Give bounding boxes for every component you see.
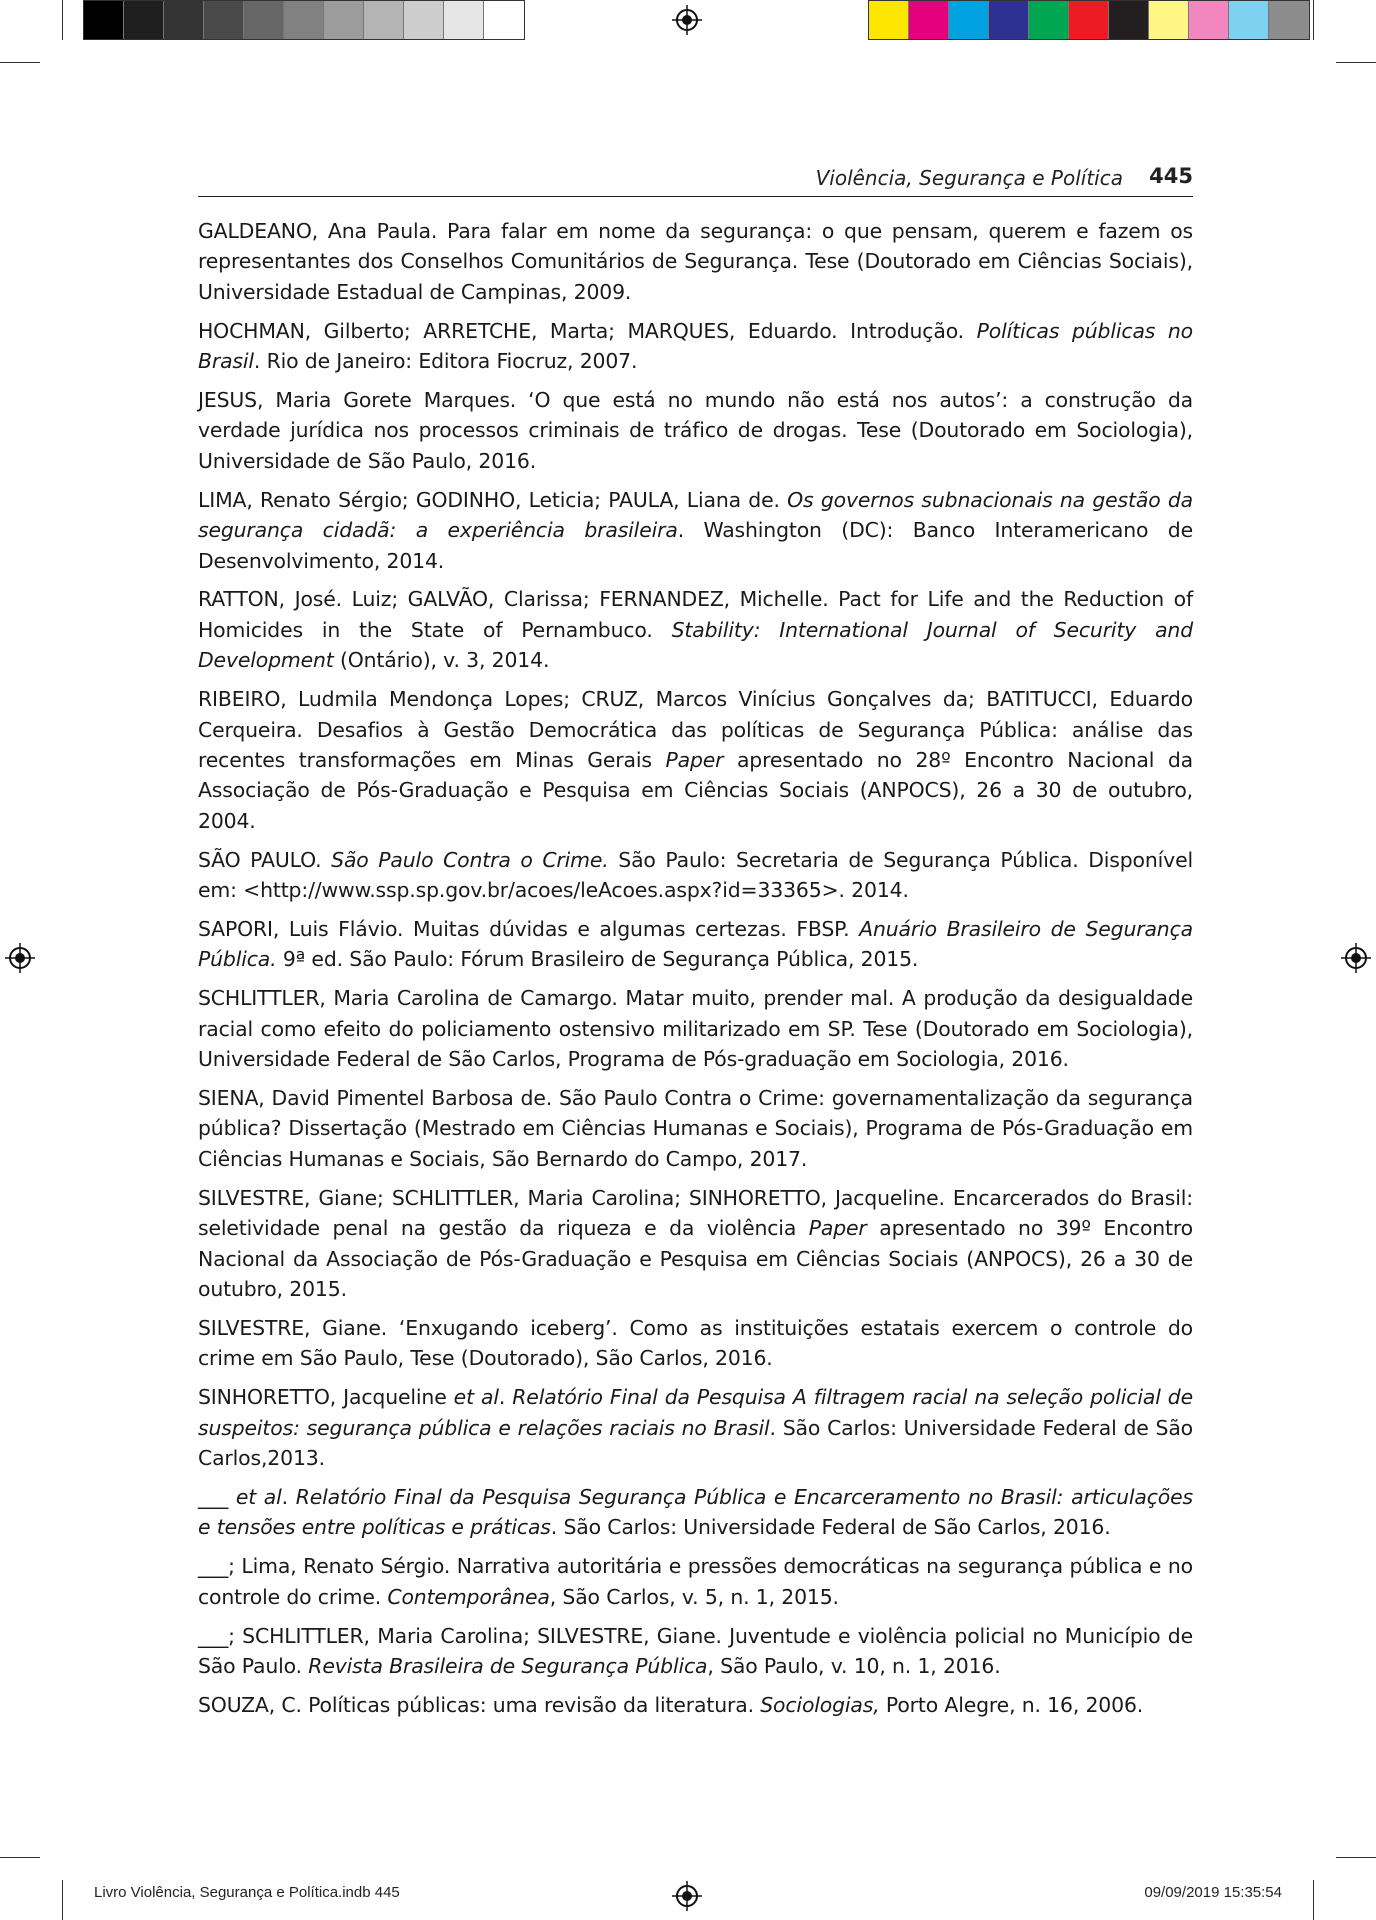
reference-text: Porto Alegre, n. 16, 2006. bbox=[879, 1692, 1144, 1717]
reference-text: ___; Lima, Renato Sérgio. Narrativa autoritária e pressões democráticas na segurança pública e no controle do crime. bbox=[198, 1554, 1193, 1609]
color-swatch bbox=[1069, 1, 1109, 39]
reference-italic-text: Stability: International Journal of Security and Development bbox=[198, 617, 1194, 673]
reference-italic-text: Contemporânea bbox=[387, 1584, 550, 1609]
reference-italic-text: Paper bbox=[665, 748, 724, 772]
reference-entry bbox=[198, 485, 1193, 576]
reference-text: . Washington (DC): Banco Interamericano de Desenvolvimento, 2014. bbox=[198, 518, 1193, 573]
reference-italic-text: Paper bbox=[808, 1216, 867, 1241]
reference-entry bbox=[198, 983, 1193, 1074]
reference-entry bbox=[198, 1382, 1193, 1473]
color-swatch bbox=[869, 1, 909, 39]
reference-entry bbox=[198, 316, 1193, 377]
registration-mark-icon bbox=[5, 943, 35, 973]
reference-italic-text: et al bbox=[453, 1385, 499, 1410]
color-swatch bbox=[1109, 1, 1149, 39]
reference-text: . bbox=[498, 1385, 513, 1410]
reference-italic-text: Relatório Final da Pesquisa Segurança Pública e Encarceramento no Brasil: articulações e tensões entre políticas e práticas bbox=[198, 1484, 1193, 1540]
crop-mark bbox=[1313, 0, 1314, 40]
registration-mark-icon bbox=[672, 5, 702, 35]
reference-text: , São Carlos, v. 5, n. 1, 2015. bbox=[549, 1584, 839, 1609]
reference-text: SINHORETTO, Jacqueline bbox=[198, 1385, 454, 1410]
reference-entry bbox=[198, 914, 1193, 975]
reference-text: . Rio de Janeiro: Editora Fiocruz, 2007. bbox=[253, 349, 638, 374]
reference-text: . bbox=[281, 1484, 296, 1509]
running-header bbox=[198, 160, 1193, 197]
reference-entry bbox=[198, 1313, 1193, 1374]
color-swatch bbox=[1189, 1, 1229, 39]
color-swatch bbox=[1229, 1, 1269, 39]
process-color-bar bbox=[868, 0, 1310, 40]
reference-italic-text: Sociologias, bbox=[760, 1692, 880, 1717]
reference-text: JESUS, Maria Gorete Marques. ‘O que está no mundo não está nos autos’: a construção da verdade jurídica nos processos criminais de tráfico de drogas. Tese (Doutorado em Sociologia), Universidade de São Paulo, 2016. bbox=[198, 388, 1193, 473]
reference-italic-text: Anuário Brasileiro de Segurança Pública. bbox=[198, 917, 1193, 972]
color-swatch bbox=[284, 1, 324, 39]
reference-italic-text: Revista Brasileira de Segurança Pública bbox=[308, 1653, 708, 1678]
reference-text: apresentado no 28º Encontro Nacional da Associação de Pós-Graduação e Pesquisa em Ciências Sociais (ANPOCS), 26 a 30 de outubro, 2004. bbox=[198, 748, 1193, 833]
color-swatch bbox=[909, 1, 949, 39]
color-swatch bbox=[84, 1, 124, 39]
color-swatch bbox=[444, 1, 484, 39]
color-swatch bbox=[364, 1, 404, 39]
reference-text: RATTON, José. Luiz; GALVÃO, Clarissa; FERNANDEZ, Michelle. Pact for Life and the Reduction of Homicides in the State of Pernambuco. bbox=[198, 587, 1193, 642]
reference-text: São Paulo: Secretaria de Segurança Pública. Disponível em: <http://www.ssp.sp.gov.br/acoes/leAcoes.aspx?id=33365>. 2014. bbox=[198, 847, 1193, 903]
reference-text: GALDEANO, Ana Paula. Para falar em nome da segurança: o que pensam, querem e fazem os representantes dos Conselhos Comunitários de Segurança. Tese (Doutorado em Ciências Sociais), Universidade Estadual de Campinas, 2009. bbox=[198, 219, 1193, 304]
reference-text: . São Carlos: Universidade Federal de São Carlos, 2016. bbox=[550, 1515, 1111, 1540]
color-swatch bbox=[124, 1, 164, 39]
color-swatch bbox=[1269, 1, 1309, 39]
crop-mark bbox=[0, 62, 40, 63]
color-swatch bbox=[244, 1, 284, 39]
reference-text: ___; SCHLITTLER, Maria Carolina; SILVESTRE, Giane. Juventude e violência policial no Município de São Paulo. bbox=[198, 1623, 1193, 1678]
reference-italic-text: São Paulo Contra o Crime. bbox=[331, 847, 609, 872]
color-swatch bbox=[404, 1, 444, 39]
color-swatch bbox=[949, 1, 989, 39]
reference-text: RIBEIRO, Ludmila Mendonça Lopes; CRUZ, Marcos Vinícius Gonçalves da; BATITUCCI, Eduardo Cerqueira. Desafios à Gestão Democrática das políticas de Segurança Pública: análise das recentes transformações em Minas Gerais bbox=[198, 687, 1193, 772]
color-swatch bbox=[164, 1, 204, 39]
reference-entry bbox=[198, 1621, 1193, 1682]
reference-italic-text: Os governos subnacionais na gestão da segurança cidadã: a experiência brasileira bbox=[198, 487, 1193, 543]
reference-text: SILVESTRE, Giane; SCHLITTLER, Maria Carolina; SINHORETTO, Jacqueline. Encarcerados do Brasil: seletividade penal na gestão da riqueza e da violência bbox=[198, 1185, 1193, 1241]
reference-text: SÃO PAULO. bbox=[198, 847, 332, 872]
crop-mark bbox=[1313, 1880, 1314, 1920]
reference-text: . São Carlos: Universidade Federal de São Carlos,2013. bbox=[198, 1415, 1194, 1471]
color-swatch bbox=[484, 1, 524, 39]
color-swatch bbox=[989, 1, 1029, 39]
printer-slug bbox=[94, 1884, 1282, 1908]
crop-mark bbox=[62, 0, 63, 40]
crop-mark bbox=[1336, 1857, 1376, 1858]
reference-text: , São Paulo, v. 10, n. 1, 2016. bbox=[707, 1653, 1001, 1678]
color-swatch bbox=[204, 1, 244, 39]
crop-mark bbox=[1336, 62, 1376, 63]
color-swatch bbox=[324, 1, 364, 39]
reference-text: SAPORI, Luis Flávio. Muitas dúvidas e algumas certezas. FBSP. bbox=[198, 917, 860, 942]
reference-text: 9ª ed. São Paulo: Fórum Brasileiro de Segurança Pública, 2015. bbox=[276, 947, 919, 972]
reference-entry bbox=[198, 584, 1193, 675]
reference-text: LIMA, Renato Sérgio; GODINHO, Leticia; PAULA, Liana de. bbox=[198, 487, 788, 512]
reference-text: HOCHMAN, Gilberto; ARRETCHE, Marta; MARQUES, Eduardo. Introdução. bbox=[198, 318, 977, 343]
reference-entry bbox=[198, 1482, 1193, 1543]
registration-mark-icon bbox=[1341, 943, 1371, 973]
reference-text: SIENA, David Pimentel Barbosa de. São Paulo Contra o Crime: governamentalização da segurança pública? Dissertação (Mestrado em Ciências Humanas e Sociais), Programa de Pós-Graduação em Ciências Humanas e Sociais, São Bernardo do Campo, 2017. bbox=[198, 1086, 1193, 1171]
reference-entry bbox=[198, 216, 1193, 307]
reference-entry bbox=[198, 1690, 1193, 1720]
crop-mark bbox=[62, 1880, 63, 1920]
color-swatch bbox=[1149, 1, 1189, 39]
reference-text: ___ bbox=[198, 1484, 236, 1509]
reference-italic-text: Políticas públicas no Brasil bbox=[198, 318, 1193, 374]
reference-entry bbox=[198, 1551, 1193, 1612]
reference-entry bbox=[198, 385, 1193, 476]
reference-text: SOUZA, C. Políticas públicas: uma revisão da literatura. bbox=[198, 1692, 761, 1717]
running-title: Violência, Segurança e Política bbox=[815, 166, 1123, 190]
reference-text: SCHLITTLER, Maria Carolina de Camargo. Matar muito, prender mal. A produção da desigualdade racial como efeito do policiamento ostensivo militarizado em SP. Tese (Doutorado em Sociologia), Universidade Federal de São Carlos, Programa de Pós-graduação em Sociologia, 2016. bbox=[198, 986, 1193, 1072]
reference-text: (Ontário), v. 3, 2014. bbox=[333, 648, 550, 673]
page-number: 445 bbox=[1149, 164, 1193, 188]
grayscale-color-bar bbox=[83, 0, 525, 40]
reference-entry bbox=[198, 1183, 1193, 1305]
reference-entry bbox=[198, 1083, 1193, 1174]
reference-italic-text: et al bbox=[235, 1484, 282, 1509]
reference-list bbox=[198, 216, 1193, 1729]
reference-italic-text: Relatório Final da Pesquisa A filtragem racial na seleção policial de suspeitos: segurança pública e relações raciais no Brasil bbox=[198, 1385, 1193, 1440]
reference-text: apresentado no 39º Encontro Nacional da Associação de Pós-Graduação e Pesquisa em Ciências Sociais (ANPOCS), 26 a 30 de outubro, 2015. bbox=[198, 1216, 1193, 1301]
reference-entry bbox=[198, 845, 1193, 906]
reference-entry bbox=[198, 684, 1193, 836]
reference-text: SILVESTRE, Giane. ‘Enxugando iceberg’. Como as instituições estatais exercem o controle do crime em São Paulo, Tese (Doutorado), São Carlos, 2016. bbox=[198, 1315, 1193, 1371]
print-timestamp: 09/09/2019 15:35:54 bbox=[1144, 1884, 1282, 1901]
file-label: Livro Violência, Segurança e Política.indb 445 bbox=[94, 1884, 400, 1901]
color-swatch bbox=[1029, 1, 1069, 39]
crop-mark bbox=[0, 1857, 40, 1858]
